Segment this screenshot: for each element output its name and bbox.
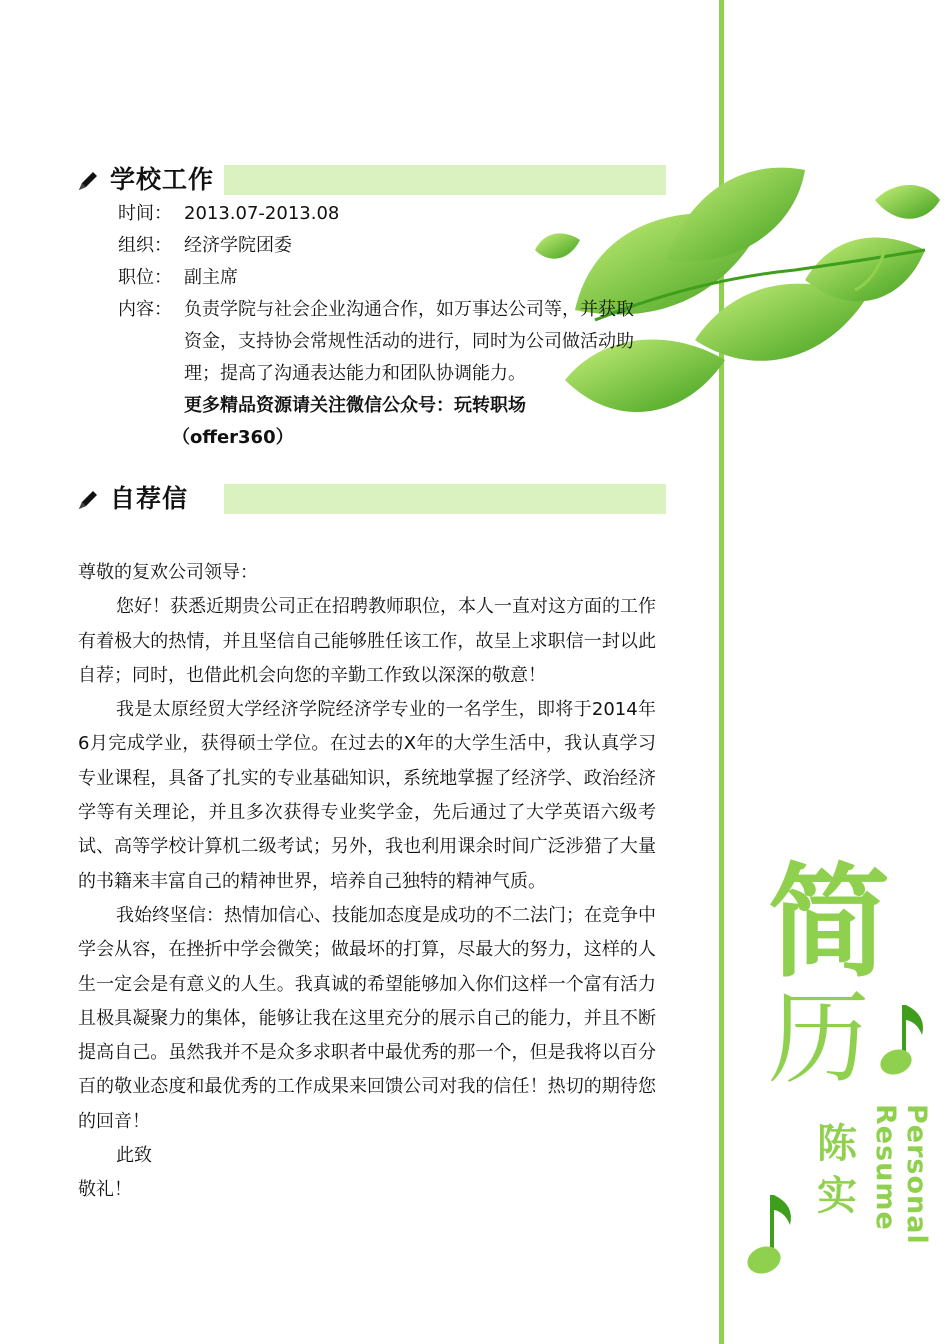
promo-row bbox=[118, 390, 644, 422]
time-label: 时间： bbox=[118, 203, 172, 224]
letter-paragraph-3: 我始终坚信：热情加信心、技能加态度是成功的不二法门；在竞争中学会从容，在挫折中学会微笑；做最坏的打算，尽最大的努力，这样的人生一定会是有意义的人生。我真诚的希望能够加入你们这样一个富有活力且极具凝聚力的集体，能够让我在这里充分的展示自己的能力，并且不断提高自己。虽然我并不是众多求职者中最优秀的那一个，但是我将以百分百的敬业态度和最优秀的工作成果来回馈公司对我的信任！热切的期待您的回音！ bbox=[78, 904, 656, 1132]
school-work-header bbox=[76, 163, 666, 197]
header-bar bbox=[224, 484, 666, 514]
content-label: 内容： bbox=[118, 299, 172, 320]
letter-paragraph-2: 我是太原经贸大学经济学院经济学专业的一名学生，即将于2014年6月完成学业，获得硕士学位。在过去的X年的大学生活中，我认真学习专业课程，具备了扎实的专业基础知识，系统地掌握了经济学、政治经济学等有关理论，并且多次获得专业奖学金，先后通过了大学英语六级考试、高等学校计算机二级考试；另外，我也利用课余时间广泛涉猎了大量的书籍来丰富自己的精神世界，培养自己独特的精神气质。 bbox=[78, 699, 656, 892]
header-bar bbox=[224, 165, 666, 195]
music-note-icon bbox=[872, 1000, 932, 1080]
letter-greeting: 尊敬的复欢公司领导： bbox=[78, 562, 258, 583]
pen-icon bbox=[76, 488, 100, 512]
cover-letter-header bbox=[76, 482, 666, 516]
title-char-jian: 简 bbox=[768, 852, 890, 994]
promo-text: 更多精品资源请关注微信公众号：玩转职场 bbox=[184, 395, 526, 416]
candidate-name: 陈实 bbox=[817, 1121, 857, 1219]
cover-letter-body bbox=[78, 556, 656, 1208]
content-row bbox=[118, 294, 644, 390]
title-char-li: 历 bbox=[768, 980, 870, 1099]
letter-closing-2: 敬礼！ bbox=[78, 1179, 132, 1201]
promo-text-2: （offer360） bbox=[172, 427, 294, 448]
org-label: 组织： bbox=[118, 235, 172, 256]
org-value: 经济学院团委 bbox=[184, 235, 292, 256]
school-work-title: 学校工作 bbox=[110, 165, 215, 194]
letter-paragraph-1: 您好！获悉近期贵公司正在招聘教师职位，本人一直对这方面的工作有着极大的热情，并且坚信自己能够胜任该工作，故呈上求职信一封以此自荐；同时，也借此机会向您的辛勤工作致以深深的敬意！ bbox=[78, 596, 656, 686]
letter-closing-1: 此致 bbox=[116, 1145, 152, 1167]
school-work-info bbox=[118, 198, 644, 454]
position-label: 职位： bbox=[118, 267, 172, 288]
cover-letter-title: 自荐信 bbox=[110, 484, 189, 513]
pen-icon bbox=[76, 169, 100, 193]
org-row bbox=[118, 230, 644, 262]
time-value: 2013.07-2013.08 bbox=[184, 203, 340, 224]
content-value: 负责学院与社会企业沟通合作，如万事达公司等，并获取资金，支持协会常规性活动的进行，同时为公司做活动助理；提高了沟通表达能力和团队协调能力。 bbox=[184, 299, 634, 384]
music-note-icon bbox=[740, 1190, 800, 1280]
personal-resume-text: Personal Resume bbox=[870, 1104, 932, 1245]
promo-row-2 bbox=[118, 422, 644, 454]
time-row bbox=[118, 198, 644, 230]
position-row bbox=[118, 262, 644, 294]
position-value: 副主席 bbox=[184, 267, 238, 288]
